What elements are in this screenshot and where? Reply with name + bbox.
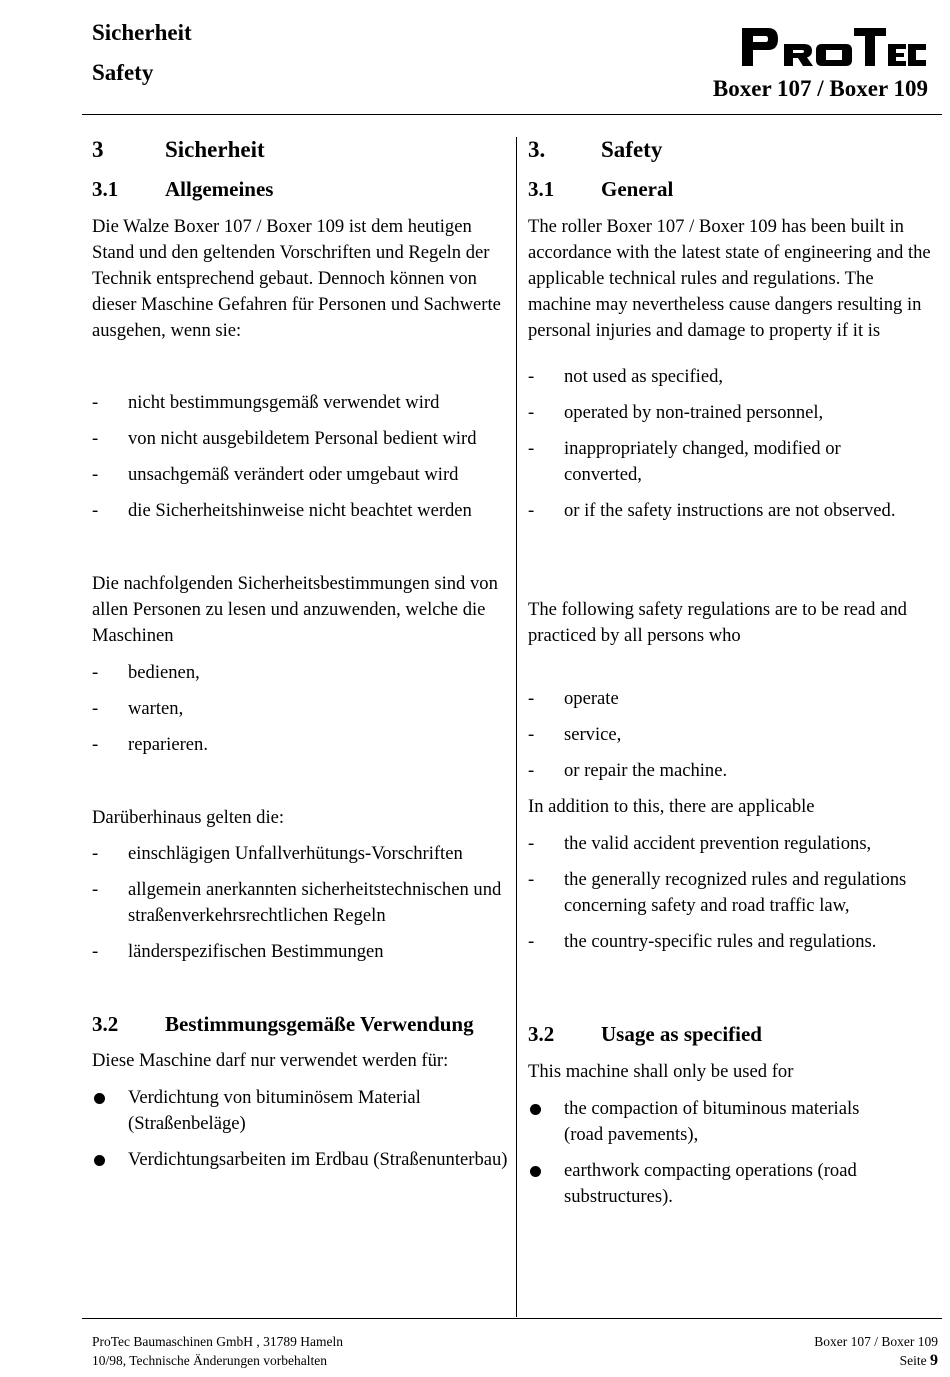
list-item-text: the country-specific rules and regulations. xyxy=(564,931,877,952)
list-dash: - xyxy=(528,366,535,387)
list-item-text: Verdichtungsarbeiten im Erdbau (Straßenunterbau) xyxy=(128,1149,508,1170)
list-dash: - xyxy=(92,843,99,864)
list-item-text: not used as specified, xyxy=(564,366,724,387)
section-number: 3.2 xyxy=(92,1012,119,1036)
list-item-text: inappropriately changed, modified or converted, xyxy=(564,438,841,485)
list-item-text: Verdichtung von bituminösem Material (Straßenbeläge) xyxy=(128,1087,421,1134)
usage-intro: Diese Maschine darf nur verwendet werden für: xyxy=(92,1050,449,1071)
list-dash: - xyxy=(528,760,535,781)
page-number: 9 xyxy=(930,1352,938,1369)
section-title: Allgemeines xyxy=(165,177,274,201)
list-dash: - xyxy=(92,879,99,900)
list-dash: - xyxy=(92,698,99,719)
footer-divider xyxy=(82,1318,942,1319)
list-item-text: or if the safety instructions are not observed. xyxy=(564,500,896,521)
header-divider xyxy=(82,114,942,115)
list-dash: - xyxy=(92,500,99,521)
list-item-text: reparieren. xyxy=(128,734,208,755)
list-item-text: operate xyxy=(564,688,619,709)
intro-paragraph: Die Walze Boxer 107 / Boxer 109 ist dem heutigen Stand und den geltenden Vorschriften und Regeln der Technik entsprechend gebaut. Dennoch können von dieser Maschine Gefahren für Personen und Sachwerte ausgehen, wenn sie: xyxy=(92,216,501,341)
section-title: Bestimmungsgemäße Verwendung xyxy=(165,1012,474,1036)
model-title: Boxer 107 / Boxer 109 xyxy=(712,76,928,101)
regulations-intro: Die nachfolgenden Sicherheitsbestimmungen sind von allen Personen zu lesen und anzuwenden, welche die Maschinen xyxy=(92,573,498,646)
list-item-text: unsachgemäß verändert oder umgebaut wird xyxy=(128,464,459,485)
footer-page xyxy=(900,1351,938,1371)
column-divider xyxy=(516,137,517,1317)
list-dash: - xyxy=(92,428,99,449)
list-dash: - xyxy=(528,833,535,854)
also-intro: Darüberhinaus gelten die: xyxy=(92,807,285,828)
header-title-de: Sicherheit xyxy=(92,20,192,45)
list-item-text: operated by non-trained personnel, xyxy=(564,402,824,423)
section-number: 3.2 xyxy=(528,1022,555,1046)
also-intro: In addition to this, there are applicable xyxy=(528,796,815,817)
list-dash: - xyxy=(92,392,99,413)
section-title: General xyxy=(601,177,674,201)
footer-model: Boxer 107 / Boxer 109 xyxy=(814,1334,938,1349)
list-dash: - xyxy=(528,931,535,952)
list-item-text: warten, xyxy=(128,698,184,719)
section-number: 3.1 xyxy=(528,177,555,201)
bullet-icon xyxy=(94,1093,105,1104)
list-dash: - xyxy=(92,734,99,755)
list-item-text: the generally recognized rules and regulations concerning safety and road traffic law, xyxy=(564,869,907,916)
list-item-text: nicht bestimmungsgemäß verwendet wird xyxy=(128,392,440,413)
header-title-en: Safety xyxy=(92,60,154,85)
list-dash: - xyxy=(92,662,99,683)
list-dash: - xyxy=(528,402,535,423)
list-item-text: allgemein anerkannten sicherheitstechnischen und straßenverkehrsrechtlichen Regeln xyxy=(128,879,502,926)
footer-date-note: 10/98, Technische Änderungen vorbehalten xyxy=(92,1353,327,1368)
page-label: Seite xyxy=(899,1353,927,1368)
section-number: 3 xyxy=(92,137,104,162)
list-item-text: or repair the machine. xyxy=(564,760,728,781)
list-dash: - xyxy=(528,688,535,709)
list-item-text: service, xyxy=(564,724,622,745)
section-number: 3. xyxy=(528,137,546,162)
list-dash: - xyxy=(528,500,535,521)
list-item-text: the valid accident prevention regulations, xyxy=(564,833,872,854)
list-item-text: von nicht ausgebildetem Personal bedient wird xyxy=(128,428,477,449)
list-item-text: einschlägigen Unfallverhütungs-Vorschriften xyxy=(128,843,463,864)
bullet-icon xyxy=(530,1104,541,1115)
regulations-intro: The following safety regulations are to be read and practiced by all persons who xyxy=(528,599,907,646)
section-number: 3.1 xyxy=(92,177,119,201)
intro-paragraph: The roller Boxer 107 / Boxer 109 has been built in accordance with the latest state of engineering and the applicable technical rules and regulations. The machine may nevertheless cause dangers resulting in personal injuries and damage to property if it is xyxy=(528,216,931,341)
section-title: Safety xyxy=(601,137,663,162)
list-item-text: earthwork compacting operations (road substructures). xyxy=(564,1160,857,1207)
list-item-text: bedienen, xyxy=(128,662,200,683)
list-dash: - xyxy=(528,438,535,459)
bullet-icon xyxy=(94,1155,105,1166)
bullet-icon xyxy=(530,1166,541,1177)
section-title: Usage as specified xyxy=(601,1022,762,1046)
list-item-text: die Sicherheitshinweise nicht beachtet werden xyxy=(128,500,472,521)
list-dash: - xyxy=(92,941,99,962)
list-item-text: länderspezifischen Bestimmungen xyxy=(128,941,384,962)
usage-intro: This machine shall only be used for xyxy=(528,1061,794,1082)
section-title: Sicherheit xyxy=(165,137,265,162)
list-item-text: the compaction of bituminous materials (road pavements), xyxy=(564,1098,860,1145)
list-dash: - xyxy=(528,869,535,890)
list-dash: - xyxy=(92,464,99,485)
protec-logo xyxy=(738,22,928,72)
list-dash: - xyxy=(528,724,535,745)
footer-company: ProTec Baumaschinen GmbH , 31789 Hameln xyxy=(92,1334,344,1349)
